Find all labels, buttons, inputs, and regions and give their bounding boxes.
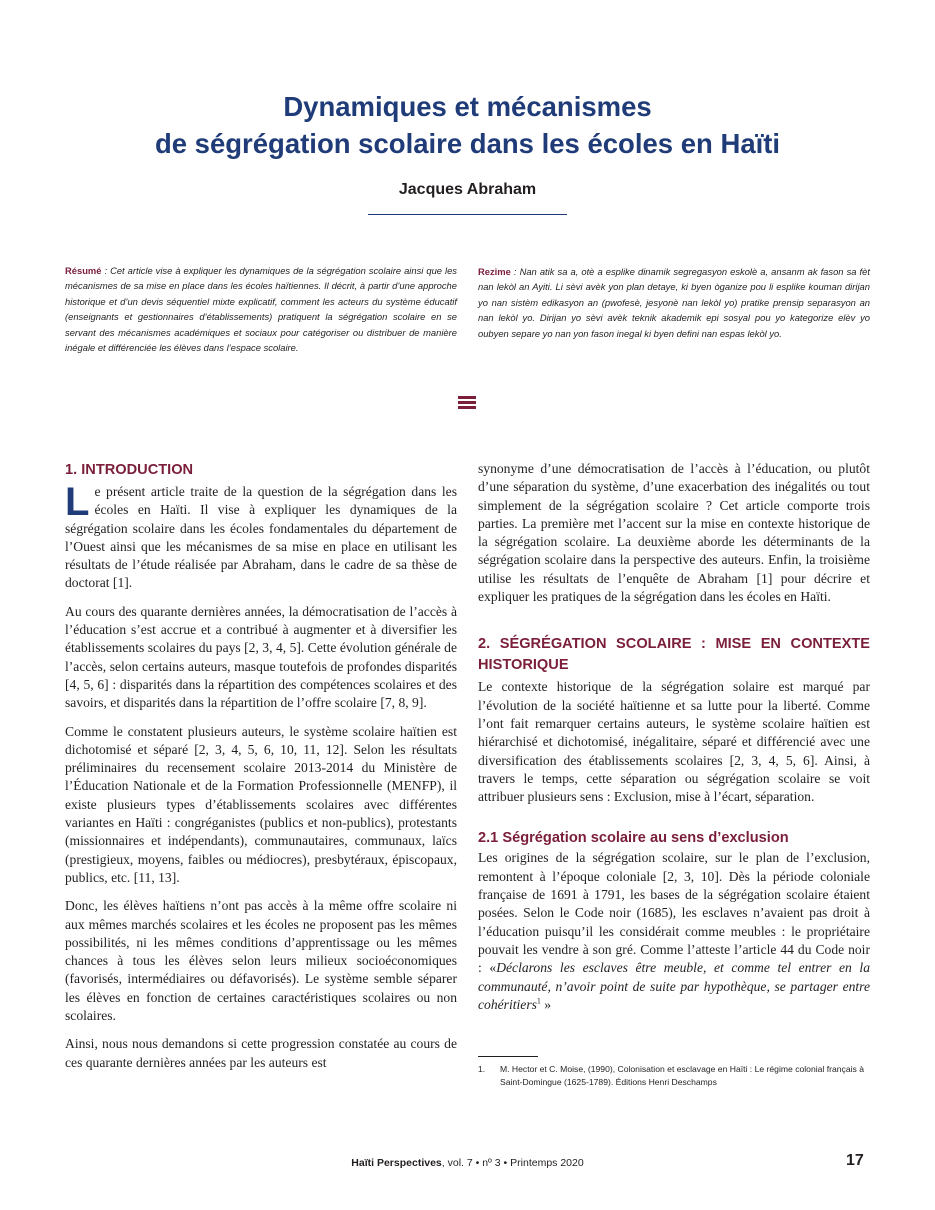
intro-p1-text: e présent article traite de la question de la ségrégation dans les écoles en Haïti. Il vise à expliquer les dynamiques de la ségrégation scolaire dans les écoles fondamentales du département de l’Ouest ainsi que les mécanismes de sa mise en place en utilisant les résultats de l’étude réalisée par Abraham, dans le cadre de sa thèse de doctorat [1].: [65, 484, 457, 591]
footnote: [478, 1063, 870, 1089]
abstract-fr-keyword: Résumé: [65, 265, 102, 276]
code-noir-quote: Déclarons les esclaves être meuble, et comme tel entrer en la communauté, n’avoir point de suite par hypothèque, se partager entre cohéritiers: [478, 960, 870, 1012]
abstract-fr-sep: :: [101, 265, 111, 276]
footnote-text: M. Hector et C. Moise, (1990), Colonisation et esclavage en Haïti : Le régime colonial français à Saint-Domingue (1625-1789). Éditions Henri Deschamps: [500, 1064, 864, 1087]
abstract-french: [65, 263, 457, 355]
drop-cap: L: [65, 480, 90, 524]
paragraph: Comme le constatent plusieurs auteurs, le système scolaire haïtien est dichotomisé et séparé [2, 3, 4, 5, 6, 10, 11, 12]. Selon les résultats préliminaires du recensement scolaire 2013-2014 du Ministère de l’Éducation Nationale et de la Formation Professionnelle (MENFP), il existe plusieurs types d’établissements scolaires avec différentes variantes en Haïti : congréganistes (publics et non-publics), protestants (missionnaires et indépendants), communautaires, communaux, laïcs (prestigieux, moyens, faibles ou médiocres), presbytéraux, épiscopaux, publics, etc. [11, 13].: [65, 723, 457, 885]
paragraph: Donc, les élèves haïtiens n’ont pas accès à la même offre scolaire ni aux mêmes marchés scolaires et les écoles ne proposent pas les mêmes possibilités, ni les mêmes conditions d’apprentissage ou les mêmes chances à tous les élèves selon leurs milieux socioéconomiques (favorisés, intermédiaires ou défavorisés). Le système semble séparer les élèves en fonction de certaines caractéristiques scolaires ou non scolaires.: [65, 898, 457, 1024]
section-1-heading: 1. INTRODUCTION: [65, 462, 194, 478]
page-number: 17: [846, 1152, 864, 1169]
abstract-kr-sep: :: [510, 266, 520, 277]
paragraph: Le contexte historique de la ségrégation solaire est marqué par l’évolution de la société haïtienne et sa lutte pour la liberté. Comme l’ont fait remarquer certains auteurs, le système scolaire haïtien est hiérarchisé et dichotomisé, inégalitaire, séparé et différencié avec une diversification des établissements scolaires [2, 3, 4, 5, 6]. Ainsi, à travers le temps, cette séparation ou ségrégation scolaire se voit attribuer plusieurs sens : Exclusion, mise à l’écart, séparation.: [478, 679, 870, 805]
abstract-creole: [478, 264, 870, 341]
abstract-kr-text: Nan atik sa a, otè a esplike dinamik segregasyon eskolè a, ansanm ak fason sa fèt nan lekòl an Ayiti. Li sèvi avèk yon plan detaye, ki byen òganize pou li esplike kouman dirijan yo nan sistèm edikasyon an (pwofesè, jesyonè nan lekòl yo) pratike prensip separasyon an nan lekòl yo. Dirijan yo sèvi avèk teknik akademik epi sosyal pou yo kategorize elèv yo oubyen separe yo nan yon fason inegal ki byen defini nan espas lekòl yo.: [478, 266, 870, 339]
paragraph: Ainsi, nous nous demandons si cette progression constatée au cours de ces quarante dernières années par les auteurs est: [65, 1036, 457, 1070]
abstract-fr-text: Cet article vise à expliquer les dynamiques de la ségrégation scolaire ainsi que les mécanismes de sa mise en place dans les écoles haïtiennes. Il décrit, à partir d’une approche historique et d’un devis séquentiel mixte explicatif, comment les acteurs du système éducatif (enseignants et gestionnaires d’établissements) pratiquent la ségrégation scolaire en se servant des mécanismes académiques et sociaux pour catégoriser ou distribuer de manière inégale et différenciée les élèves dans l’espace scolaire.: [65, 265, 457, 354]
paragraph: [65, 480, 457, 593]
footnote-number: 1.: [478, 1064, 486, 1074]
footnote-rule: [478, 1056, 538, 1057]
section-2-heading: 2. SÉGRÉGATION SCOLAIRE : MISE EN CONTEXTE HISTORIQUE: [478, 636, 870, 674]
right-column: [478, 460, 870, 1024]
quote-close: »: [540, 996, 552, 1012]
section-2-1-heading: 2.1 Ségrégation scolaire au sens d’exclusion: [478, 830, 789, 847]
title-line-2: de ségrégation scolaire dans les écoles en Haïti: [154, 128, 781, 159]
author-rule: [368, 214, 567, 215]
article-title: [0, 88, 935, 162]
left-column: [65, 460, 457, 1082]
author-name: Jacques Abraham: [398, 181, 537, 198]
paragraph: synonyme d’une démocratisation de l’accès à l’éducation, ou plutôt d’une séparation du système, d’une exacerbation des inégalités ou tout simplement de la ségrégation scolaire ? Cet article comporte trois parties. La première met l’accent sur la mise en contexte historique de la ségrégation scolaire. La deuxième aborde les déterminants de la ségrégation scolaire dans la perspective des auteurs. Enfin, la troisième utilise les résultats de l’enquête de Abraham [1] pour décrire et expliquer les pratiques de la ségrégation dans les écoles en Haïti.: [478, 461, 870, 605]
journal-name: Haïti Perspectives: [351, 1157, 442, 1169]
journal-issue: , vol. 7 • nº 3 • Printemps 2020: [441, 1157, 584, 1169]
title-line-1: Dynamiques et mécanismes: [283, 91, 652, 122]
section-divider-icon: [458, 396, 476, 410]
paragraph: Au cours des quarante dernières années, la démocratisation de l’accès à l’éducation s’est accrue et a contribué à augmenter et à diversifier les établissements scolaires du pays [2, 3, 4, 5]. Cette évolution générale de l’accès, selon certains auteurs, masque toutefois de profondes disparités [4, 5, 6] : disparités dans la répartition des compétences scolaires et des savoirs, et disparités dans la répartition de l’offre scolaire [7, 8, 9].: [65, 603, 457, 711]
abstract-kr-keyword: Rezime: [478, 266, 511, 277]
paragraph: [478, 849, 870, 1014]
section-2-1-text: Les origines de la ségrégation scolaire, sur le plan de l’exclusion, remontent à l’époque coloniale [2, 3, 10]. Dès la période coloniale française de 1691 à 1791, les bases de la ségrégation scolaire étaient posées. Selon le Code noir (1685), les esclaves n’avaient pas droit à l’éducation puisqu’il les considérait comme meubles : le propriétaire pouvait les vendre à son gré. Comme l’atteste l’article 44 du Code noir : «: [478, 850, 870, 976]
footnote-ref[interactable]: 1: [536, 996, 541, 1006]
page-footer: [0, 1157, 935, 1169]
